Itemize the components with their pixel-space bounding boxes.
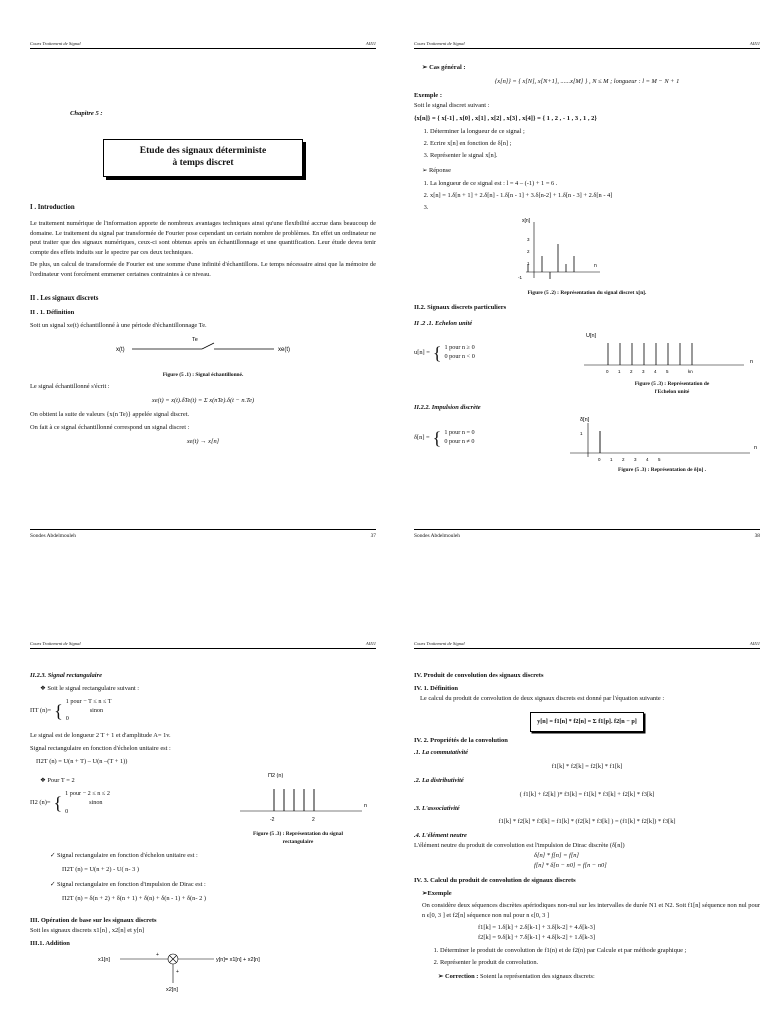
chapter-title-box — [103, 139, 303, 177]
figure-4-caption: Figure (5 .3) : Représentation de δ[n] . — [618, 466, 706, 473]
section-2-2-2-heading: II.2.2. Impulsion discrète — [414, 403, 481, 411]
adder-x1-label: x1[n] — [98, 957, 110, 964]
rect-definition — [30, 698, 112, 724]
convolution-question-2: 2. Représenter le produit de convolution. — [440, 958, 760, 968]
section-2-heading: II . Les signaux discrets — [30, 295, 99, 303]
rect-plot — [236, 767, 376, 827]
answers-list — [414, 179, 760, 213]
impulse-plot — [560, 413, 760, 463]
property-neutral-element: .4. L'élément neutre — [414, 832, 467, 840]
intro-paragraph-1: Le traitement numérique de l'information apporte de nombreux avantages techniques ainsi qu'une flexibilité accrue dans beaucoup de domaine. Le traitement du signal par transformée de Fourier pose cependant un certain nombre de problèmes. En effet un ordinateur ne peut traiter que des signaux numériques, ceux-ci sont obtenus après un échantillonnage et une quantification. Leur étude devra tenir compte des effets induits sur le spectre par ces deux techniques. — [30, 219, 376, 257]
unit-step-y-label: U[n] — [586, 332, 597, 339]
correction-line — [414, 972, 760, 982]
page-39 — [30, 640, 376, 1024]
impulse-case-1: 1 pour n = 0 — [444, 428, 475, 436]
neutral-equation-2: f[n] * δ[n − n0] = f[n − n0] — [534, 862, 607, 870]
figure-3-caption-line2: l'Echelon unité — [654, 389, 690, 396]
associativity-equation: f1[k] * f2[k] * f3[k] = f1[k] * (f2[k] * f3[k] ) = (f1[k] * f2[k]) * f3[k] — [498, 818, 676, 826]
header-course: Cours Traitement de Signal — [30, 41, 81, 46]
answer-1: 1. La longueur de ce signal est : l = 4 – (-1) + 1 = 6 . — [430, 179, 760, 189]
rect-length-text: Le signal est de longueur 2 T + 1 et d'amplitude A= 1v. — [30, 731, 171, 739]
unit-step-tick: 2 — [630, 368, 633, 374]
adder-x2-label: x2[n] — [166, 987, 178, 994]
stem-plot-x — [414, 216, 760, 282]
rect-t2-lhs: Π2 (n)= — [30, 799, 51, 807]
unit-step-lhs: u[n] = — [414, 348, 430, 356]
rect-dirac-note: ✓ Signal rectangulaire en fonction d'impulsion de Dirac est : — [30, 880, 376, 890]
left-brace-icon: { — [432, 342, 442, 363]
header-code: AII11 — [749, 641, 760, 646]
example-text: Soit le signal discret suivant : — [414, 102, 490, 110]
impulse-block — [414, 413, 760, 463]
general-case-equation: {x[n]} = { x[N], x[N+1], ......x[M] } , N ≤ M ; longueur : l = M − N + 1 — [494, 78, 680, 86]
convolution-question-1: 1. Déterminer le produit de convolution de f1(n) et de f2(n) par Calcule et par méthode graphique ; — [440, 946, 760, 956]
impulse-tick: 2 — [622, 456, 625, 462]
unit-step-stems — [608, 343, 692, 365]
sampler-switch — [202, 343, 214, 349]
figure-5-caption-line1: Figure (5 .3) : Représentation du signal — [253, 830, 343, 837]
example-heading: Exemple : — [414, 92, 442, 100]
sampler-period-label: Te — [192, 336, 198, 343]
page-number: 38 — [754, 532, 760, 539]
discrete-text: On fait à ce signal échantillonné correspond un signal discret : — [30, 423, 190, 431]
adder-plus-top: + — [156, 952, 159, 959]
page-footer — [414, 529, 760, 540]
unit-step-plot — [580, 329, 760, 377]
neutral-equation-1: δ[n] * f[n] = f[n] — [534, 852, 579, 860]
question-2: 2. Ecrire x[n] en fonction de δ[n] ; — [430, 139, 760, 149]
sampler-output-label: xe(t) — [278, 346, 290, 353]
page-40 — [414, 640, 760, 1024]
left-brace-icon: { — [432, 427, 442, 448]
section-2-2-heading: II.2. Signaux discrets particuliers — [414, 303, 507, 311]
page-number: 37 — [370, 532, 376, 539]
section-3-1-heading: III.1. Addition — [30, 940, 70, 948]
f2-equation: f2[k] = 9.δ[k] + 7.δ[k-1] + 4.δ[k-2] + 1.δ[k-3] — [478, 933, 595, 941]
figure-3-caption-line1: Figure (5 .3) : Représentation de — [634, 380, 710, 387]
header-course: Cours Traitement de Signal — [414, 41, 465, 46]
rect-case-3: 0 — [65, 715, 69, 723]
page-header — [414, 640, 760, 649]
rect-stems — [274, 789, 314, 811]
section-4-3-heading: IV. 3. Calcul du produit de convolution de signaux discrets — [414, 877, 576, 885]
adder-output-label: y[n]= x1[n] + x2[n] — [216, 957, 260, 964]
impulse-definition — [414, 429, 475, 447]
unit-step-case-2: 0 pour n < 0 — [444, 352, 475, 360]
property-commutativity: .1. La commutativité — [414, 748, 468, 756]
section-2-2-1-heading: II .2 .1. Echelon unité — [414, 319, 473, 327]
y-axis-label: x[n] — [522, 217, 531, 224]
pour-t2: ❖ Pour T = 2 — [30, 776, 110, 786]
figure-3-caption — [584, 380, 760, 397]
figure-5-caption-line2: rectangulaire — [282, 839, 314, 846]
sampler-input-label: x(t) — [116, 346, 125, 353]
header-code: AII11 — [749, 41, 760, 46]
unit-step-tick: 3 — [642, 368, 645, 374]
question-3: 3. Représenter le signal x[n]. — [430, 151, 760, 161]
adder-plus-bottom: + — [176, 969, 179, 976]
example-questions — [414, 127, 760, 161]
intro-paragraph-2: De plus, un calcul de transformée de Fourier est une somme d'une infinité d'échantillons. Le temps nécessaire ainsi que la mémoire de l'ordinateur vont forcément emmener certaines contraintes à ce niveau. — [30, 261, 376, 279]
tick-1: 1 — [527, 260, 530, 266]
unit-step-tick: 0 — [606, 368, 609, 374]
header-course: Cours Traitement de Signal — [414, 641, 465, 646]
rect-t2-definition — [30, 790, 110, 816]
unit-step-x-label: n — [750, 358, 754, 365]
impulse-tick: 4 — [646, 456, 649, 462]
impulse-case-2: 0 pour n ≠ 0 — [444, 437, 475, 445]
arrow-equation: xe(t) → x[n] — [186, 437, 220, 445]
tick-minus1: -1 — [518, 274, 523, 280]
rect-t2-case-3: 0 — [65, 807, 69, 815]
left-brace-icon: { — [53, 793, 63, 814]
figure-2-caption: Figure (5 .2) : Représentation du signal discret x[n]. — [527, 289, 647, 296]
convolution-questions — [414, 946, 760, 968]
question-1: 1. Déterminer la longueur de ce signal ; — [430, 127, 760, 137]
rect-t2-case-2: sinon — [89, 798, 103, 806]
impulse-one-label: 1 — [580, 430, 583, 436]
chapter-title-line1: Etude des signaux déterministe — [139, 146, 267, 157]
header-code: AII11 — [365, 41, 376, 46]
impulse-tick: 0 — [598, 456, 601, 462]
convolution-equation: y[n] = f1[n] * f2[n] = Σ f1[p]. f2[n − p] — [530, 712, 644, 732]
example-sequence: {x[n]} = { x[-1] , x[0] , x[1] , x[2] , x[3] , x[4]} = { 1 , 2 , - 1 , 3 , 1 , 2} — [414, 115, 597, 123]
unit-step-tick: kn — [688, 368, 693, 374]
unit-step-case-1: 1 pour n ≥ 0 — [444, 344, 475, 352]
rect-case-1: 1 pour − T ≤ n ≤ T — [65, 697, 112, 705]
unit-step-block — [414, 329, 760, 377]
answer-3 — [430, 203, 760, 213]
rect-t2-case-1: 1 pour − 2 ≤ n ≤ 2 — [65, 790, 110, 798]
page-38 — [414, 40, 760, 540]
commutativity-equation: f1[k] * f2[k] = f2[k] * f1[k] — [551, 762, 623, 770]
answer-2: 2. x[n] = 1.δ[n + 1] + 2.δ[n] - 1.δ[n - 1] + 3.δ[n-2] + 1.δ[n - 3] + 2.δ[n - 4] — [430, 191, 760, 201]
property-associativity: .3. L'associativité — [414, 804, 460, 812]
intro-text — [30, 219, 376, 281]
section-2-1-heading: II . 1. Définition — [30, 308, 75, 316]
rect-t2-block — [30, 767, 376, 827]
sampler-diagram — [30, 334, 376, 364]
impulse-x-label: n — [754, 444, 758, 451]
rect-step-note-equation: Π2T (n) = U(n + 2) - U( n- 3 ) — [62, 866, 140, 874]
answer-heading: ➢ Réponse — [414, 166, 760, 176]
rect-step-note: ✓ Signal rectangulaire en fonction d'échelon unitaire est : — [30, 851, 376, 861]
sequence-text: On obtient la suite de valeurs {x(n Te)} appelée signal discret. — [30, 410, 190, 418]
neutral-element-text: L'élément neutre du produit de convolution est l'impulsion de Dirac discrète (δ[n]) — [414, 842, 625, 850]
rect-step-text: Signal rectangulaire en fonction d'échelon unitaire est : — [30, 744, 171, 752]
page-37 — [30, 40, 376, 540]
section-3-text: Soit les signaux discrets x1[n] , x2[n] et y[n] — [30, 927, 145, 935]
chapter-title-line2: à temps discret — [172, 158, 234, 169]
tick-3: 3 — [527, 236, 530, 242]
rect-lhs: ΠT (n)= — [30, 707, 52, 714]
x-axis-label: n — [594, 262, 597, 269]
rect-x-label: n — [364, 802, 368, 809]
page-header — [30, 640, 376, 649]
property-distributivity: .2. La distributivité — [414, 776, 464, 784]
page-footer — [30, 529, 376, 540]
figure-1-caption: Figure (5 .1) : Signal échantillonné. — [162, 371, 244, 378]
convolution-def-text: Le calcul du produit de convolution de deux signaux discrets est donné par l'équation suivante : — [420, 695, 665, 703]
example-label: Exemple — [427, 890, 452, 898]
rect-intro: ❖ Soit le signal rectangulaire suivant : — [30, 684, 376, 694]
general-case-heading: ➢ Cas général : — [414, 63, 760, 73]
tick-2: 2 — [527, 248, 530, 254]
left-brace-icon: { — [54, 700, 63, 721]
impulse-tick: 3 — [634, 456, 637, 462]
definition-text: Soit un signal xe(t) échantillonné à une période d'échantillonnage Te. — [30, 321, 207, 329]
example-heading: ➢Exemple — [422, 890, 452, 898]
footer-author: Sondes Abdelmouleh — [414, 532, 460, 539]
sampled-intro: Le signal échantillonné s'écrit : — [30, 382, 110, 390]
correction-text: Soient la représentation des signaux discrets: — [479, 972, 595, 980]
impulse-tick: 1 — [610, 456, 613, 462]
unit-step-definition — [414, 344, 475, 362]
rect-case-2: sinon — [89, 706, 104, 714]
rect-dirac-equation: Π2T (n) = δ(n + 2) + δ(n + 1) + δ(n) + δ(n - 1) + δ(n- 2 ) — [62, 895, 206, 903]
f1-equation: f1[k] = 1.δ[k] + 2.δ[k-1] + 3.δ[k-2] + 4.δ[k-3] — [478, 924, 595, 932]
figure-5-caption — [220, 830, 376, 847]
rect-plot-y-label: Π2 (n) — [268, 772, 284, 779]
impulse-lhs: δ[n] = — [414, 433, 430, 441]
example-text: On considère deux séquences discrètes apériodiques non-nul sur les intervalles de durée N1 et N2. Soit f1[n] séquence non nul pour n ϵ[0, 3 ] et f2[n] séquence non nul pour n ϵ[0, 3 ] — [422, 902, 760, 920]
unit-step-tick: 1 — [618, 368, 621, 374]
section-4-2-heading: IV. 2. Propriétés de la convolution — [414, 736, 508, 744]
page-header — [30, 40, 376, 49]
sampled-equation: xe(t) = x(t).δTe(t) = Σ x(nTe).δ(t − n.Te) — [151, 396, 255, 404]
distributivity-equation: ( f1[k] + f2[k] )* f3[k] = f1[k] * f3[k] + f2[k] * f3[k] — [519, 790, 655, 798]
header-course: Cours Traitement de Signal — [30, 641, 81, 646]
correction-label: ➢ Correction : — [438, 973, 478, 980]
header-code: AII11 — [365, 641, 376, 646]
rect-tick-minus2: -2 — [270, 816, 275, 823]
chapter-label: Chapitre 5 : — [70, 110, 103, 118]
unit-step-tick: 4 — [654, 368, 657, 374]
unit-step-tick: 5 — [666, 368, 669, 374]
adder-diagram — [30, 949, 376, 995]
footer-author: Sondes Abdelmouleh — [30, 532, 76, 539]
page-header — [414, 40, 760, 49]
impulse-tick: 5 — [658, 456, 661, 462]
intro-heading: I . Introduction — [30, 204, 75, 212]
impulse-y-label: δ[n] — [580, 416, 590, 423]
rect-step-equation: Π2T (n) = U(n + T) – U(n –(T + 1)) — [36, 757, 128, 765]
section-4-heading: IV. Produit de convolution des signaux discrets — [414, 672, 544, 680]
section-3-heading: III. Opération de base sur les signaux discrets — [30, 917, 157, 925]
rect-tick-2: 2 — [312, 816, 315, 823]
section-4-1-heading: IV. 1. Définition — [414, 685, 458, 693]
section-2-2-3-heading: II.2.3. Signal rectangulaire — [30, 672, 102, 680]
